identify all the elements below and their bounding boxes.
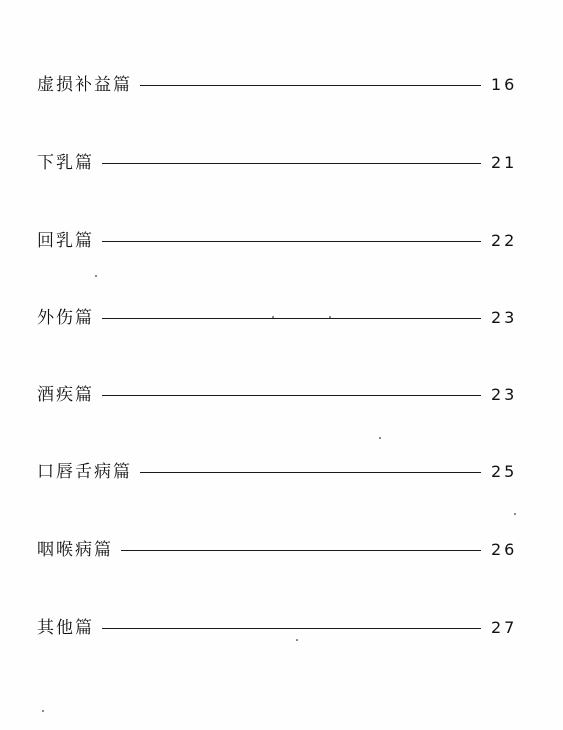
toc-entry-title: 其他篇 — [37, 618, 94, 638]
toc-entry-page: 23 — [491, 385, 518, 404]
toc-entry-title: 酒疾篇 — [37, 385, 94, 405]
scan-speck — [272, 316, 274, 318]
toc-entry-title: 下乳篇 — [37, 153, 94, 173]
toc-entry-page: 22 — [491, 231, 518, 250]
toc-entry-page: 26 — [491, 540, 518, 559]
toc-entry-title: 虚损补益篇 — [37, 75, 132, 95]
toc-entry — [37, 615, 517, 641]
scan-speck — [379, 437, 381, 439]
scan-speck — [95, 275, 97, 277]
toc-entry-page: 27 — [491, 618, 518, 637]
toc-leader-line — [140, 472, 481, 473]
toc-leader-line — [102, 628, 481, 629]
scan-speck — [514, 513, 516, 515]
toc-entry — [37, 305, 517, 331]
toc-entry — [37, 537, 517, 563]
toc-entry-title: 咽喉病篇 — [37, 540, 113, 560]
toc-entry — [37, 72, 517, 98]
toc-leader-line — [102, 163, 481, 164]
toc-entry-title: 口唇舌病篇 — [37, 462, 132, 482]
scan-speck — [329, 316, 331, 318]
toc-entry-page: 16 — [491, 75, 518, 94]
scan-speck — [296, 639, 298, 641]
toc-entry — [37, 459, 517, 485]
scan-speck — [42, 710, 44, 712]
toc-leader-line — [102, 318, 481, 319]
toc-leader-line — [140, 85, 481, 86]
toc-entry-page: 21 — [491, 153, 518, 172]
toc-entry — [37, 382, 517, 408]
toc-entry-title: 外伤篇 — [37, 308, 94, 328]
toc-leader-line — [102, 395, 481, 396]
toc-entry — [37, 150, 517, 176]
toc-leader-line — [121, 550, 481, 551]
toc-entry-page: 25 — [491, 462, 518, 481]
toc-entry-page: 23 — [491, 308, 518, 327]
toc-entry-title: 回乳篇 — [37, 231, 94, 251]
toc-leader-line — [102, 241, 481, 242]
toc-entry — [37, 228, 517, 254]
